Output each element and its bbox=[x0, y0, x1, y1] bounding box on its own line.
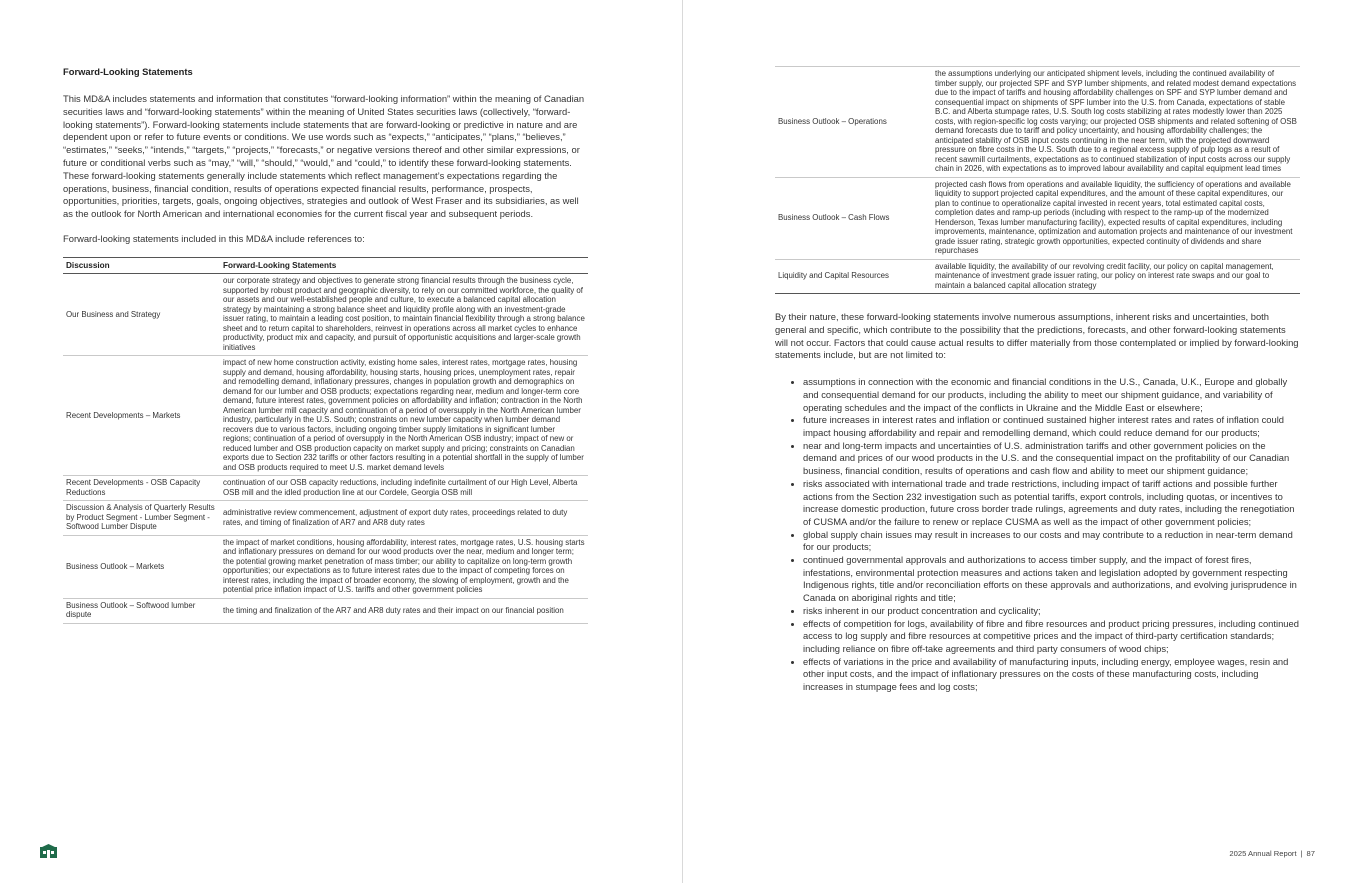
statements-cell: projected cash flows from operations and available liquidity, the sufficiency of operations and available liquidity to support projected capital expenditures, and the amount of these capital expenditures, our plan to continue to operationalize capital invested in recent years, total estimated capital costs, completion dates and ramp-up periods (including with respect to the ramp-up of the modernized Henderson, Texas lumber manufacturing facility), expected results of capital expenditures, including improvements, maintenance, optimization and automation projects and maintenance of our investment grade issuer rating, strategic growth opportunities, expected continuity of dividends and share repurchases bbox=[932, 177, 1300, 259]
list-item: • effects of variations in the price and availability of manufacturing inputs, including energy, employee wages, resin and other input costs, and the impact of inflationary pressures on the costs of these manufacturing costs, including increases in stumpage fees and log costs; bbox=[803, 656, 1300, 694]
footer-separator: | bbox=[1300, 849, 1303, 858]
discussion-cell: Our Business and Strategy bbox=[63, 274, 220, 356]
discussion-cell: Discussion & Analysis of Quarterly Results by Product Segment - Lumber Segment - Softwood Lumber Dispute bbox=[63, 501, 220, 536]
table-row bbox=[63, 598, 588, 623]
table-row bbox=[63, 274, 588, 356]
risks-intro-paragraph: By their nature, these forward-looking statements involve numerous assumptions, inherent risks and uncertainties, both general and specific, which contribute to the possibility that the predictions, forecasts, and other forward-looking statements will not occur. Factors that could cause actual results to differ materially from those contemplated or implied by forward-looking statements include, but are not limited to: bbox=[775, 311, 1299, 361]
discussion-cell: Business Outlook – Markets bbox=[63, 535, 220, 598]
table-row bbox=[63, 356, 588, 476]
list-item: • risks associated with international trade and trade restrictions, including impact of tariff actions and possible further actions from the Section 232 investigation such as potential tariffs, export controls, including quotas, or incentives to increase domestic production, future cross border trade rulings, agreements and duty rates, including the renegotiation of CUSMA and/or the failure to renew or replace CUSMA as well as the impact of other government policies; bbox=[803, 478, 1300, 529]
statements-cell: continuation of our OSB capacity reductions, including indefinite curtailment of our High Level, Alberta OSB mill and the idled production line at our Cordele, Georgia OSB mill bbox=[220, 476, 588, 501]
table-lead-paragraph: Forward-looking statements included in this MD&A include references to: bbox=[63, 232, 365, 244]
list-item: • effects of competition for logs, availability of fibre and fibre resources and product pricing pressures, including continued access to log supply and fibre resources at competitive prices and the impact of third-party certification standards; including reliance on fibre off-take agreements and third party consumers of wood chips; bbox=[803, 618, 1300, 656]
statements-cell: available liquidity, the availability of our revolving credit facility, our policy on capital management, maintenance of investment grade issuer rating, our policy on interest rate swaps and our goal to maintain a balanced capital allocation strategy bbox=[932, 259, 1300, 294]
discussion-cell: Recent Developments - OSB Capacity Reductions bbox=[63, 476, 220, 501]
discussion-cell: Business Outlook – Softwood lumber dispute bbox=[63, 598, 220, 623]
discussion-cell: Business Outlook – Operations bbox=[775, 67, 932, 178]
statements-cell: impact of new home construction activity, existing home sales, interest rates, mortgage rates, housing supply and demand, housing affordability, housing starts, housing prices, unemployment rates, repair and remodelling demand, inflationary pressures, changes in population growth and demographics on demand for our lumber and OSB products; expectations regarding near, medium and longer-term core demand, future interest rates, government policies on affordability and inflation; contraction in the North American lumber mill capacity and continuation of a period of oversupply in the North American lumber industry, particularly in the U.S. South; constraints on new lumber capacity when lumber demand recovers due to various factors, including ongoing timber supply limitations in significant lumber regions; continuation of a period of oversupply in the North American OSB industry; impact of new or reduced lumber and OSB production capacity on market supply and pricing; constraints on Canadian exports due to Section 232 tariffs or other factors resulting in a potential shortfall in the supply of lumber and OSB products required to meet U.S. market demand levels bbox=[220, 356, 588, 476]
right-page bbox=[683, 0, 1365, 883]
statements-cell: administrative review commencement, adjustment of export duty rates, proceedings related to duty rates, and timing of finalization of AR7 and AR8 duty rates bbox=[220, 501, 588, 536]
list-item: • near and long-term impacts and uncertainties of U.S. administration tariffs and other government policies on the demand and prices of our wood products in the U.S. and the consequential impact on the profitability of our Canadian business, financial condition, results of operations and cash flow and ability to meet our shipment guidance; bbox=[803, 440, 1300, 478]
logo-window-right bbox=[51, 851, 54, 854]
table-row bbox=[775, 259, 1300, 294]
table-row bbox=[775, 67, 1300, 178]
list-item: • future increases in interest rates and inflation or continued sustained higher interest rates and rates of inflation could impact housing affordability and repair and remodelling demand, which could reduce demand for our products; bbox=[803, 414, 1300, 439]
statements-cell: the assumptions underlying our anticipated shipment levels, including the continued availability of timber supply, our projected SPF and SYP lumber shipments, and related modest demand expectations due to the impact of tariffs and housing affordability challenges on SPF and SYP lumber demand and consequential impact on shipments of SPF lumber into the U.S. from Canada, expectations of stable B.C. and Alberta stumpage rates, U.S. South log costs stabilizing at rates modestly lower than 2025 costs, with region-specific log costs varying; our projected OSB shipments and related softening of OSB demand forecasts due to tariff and policy uncertainty, and housing affordability challenges; the anticipated stability of OSB input costs continuing in the near term, with the projected downward pressure on fibre costs in the U.S. South due to a regional excess supply of pulp logs as a result of recent sawmill curtailments, expectations as to continued stabilization of input costs across our supply chain in 2026, with expectations as to improved labour availability and capital equipment lead times bbox=[932, 67, 1300, 178]
list-item: • assumptions in connection with the economic and financial conditions in the U.S., Canada, U.K., Europe and globally and consequential demand for our products, including the ability to meet our shipment guidance, and variability of operating schedules and the impact of the conflicts in Ukraine and the Middle East or elsewhere; bbox=[803, 376, 1300, 414]
discussion-cell: Liquidity and Capital Resources bbox=[775, 259, 932, 294]
section-heading: Forward-Looking Statements bbox=[63, 66, 193, 77]
discussion-cell: Recent Developments – Markets bbox=[63, 356, 220, 476]
statements-cell: the timing and finalization of the AR7 and AR8 duty rates and their impact on our financial position bbox=[220, 598, 588, 623]
list-item: • risks inherent in our product concentration and cyclicality; bbox=[803, 605, 1300, 618]
logo-window-left bbox=[43, 851, 46, 854]
right-column bbox=[775, 66, 1300, 694]
report-title: 2025 Annual Report bbox=[1229, 849, 1297, 858]
table-row bbox=[63, 476, 588, 501]
discussion-cell: Business Outlook – Cash Flows bbox=[775, 177, 932, 259]
intro-paragraph: This MD&A includes statements and information that constitutes “forward-looking information” within the meaning of Canadian securities laws and “forward-looking statements” within the meaning of United States securities laws (collectively, “forward-looking statements”). Forward-looking statements include statements that are forward-looking or predictive in nature and are dependent upon or refer to future events or conditions. We use words such as “expects,” “anticipates,” “plans,” “believes,” “estimates,” “seeks,” “intends,” “targets,” “projects,” “forecasts,” or negative versions thereof and other similar expressions, or future or conditional verbs such as “may,” “will,” “should,” “would,” and “could,” to identify these forward-looking statements. These forward-looking statements generally include statements which reflect management’s expectations regarding the operations, business, financial condition, results of operations expected financial results, performance, prospects, opportunities, priorities, targets, goals, ongoing objectives, strategies and outlook of West Fraser and its subsidiaries, as well as the outlook for North American and international economies for the current fiscal year and subsequent periods. bbox=[63, 93, 585, 220]
page-footer bbox=[1229, 849, 1315, 858]
left-column bbox=[63, 66, 588, 624]
table-row bbox=[63, 501, 588, 536]
risk-factors-list bbox=[775, 376, 1300, 694]
logo-roof bbox=[40, 844, 57, 848]
list-item: • continued governmental approvals and authorizations to access timber supply, and the impact of forest fires, infestations, environmental protection measures and actions taken and legislation adopted by government respecting Indigenous rights, title and/or reconciliation efforts on these approvals and authorizations, and evolving jurisprudence in Canada on aboriginal rights and title; bbox=[803, 554, 1300, 605]
forward-looking-table-continued bbox=[775, 66, 1300, 294]
page-number: 87 bbox=[1306, 849, 1315, 858]
left-page bbox=[0, 0, 682, 883]
logo-door bbox=[47, 850, 50, 858]
list-item: • global supply chain issues may result in increases to our costs and may contribute to a reduction in near-term demand for our products; bbox=[803, 529, 1300, 554]
column-header-discussion: Discussion bbox=[63, 257, 220, 274]
column-header-statements: Forward-Looking Statements bbox=[220, 257, 588, 274]
table-header-row bbox=[63, 257, 588, 274]
west-fraser-logo-icon bbox=[40, 844, 57, 858]
table-row bbox=[63, 535, 588, 598]
statements-cell: our corporate strategy and objectives to generate strong financial results through the business cycle, supported by robust product and geographic diversity, to rely on our committed workforce, the quality of our assets and our well-established people and culture, to execute a balanced capital allocation strategy by maintaining a strong balance sheet and liquidity profile along with an investment-grade issuer rating, to maintain a leading cost position, to maintain financial flexibility through a strong balance sheet and to return capital to shareholders, reinvest in operations across all market cycles to enhance productivity, product mix and capacity, and pursuit of opportunistic acquisitions and larger-scale growth initiatives bbox=[220, 274, 588, 356]
statements-cell: the impact of market conditions, housing affordability, interest rates, mortgage rates, U.S. housing starts and inflationary pressures on demand for our wood products over the near, medium and longer term; the potential growing market penetration of mass timber; our ability to capitalize on long-term growth opportunities; our expectations as to future interest rates due to the impact of competing forces on interest rates, including the impact of broader economy, the slowing of employment, growth and the potential price inflation impact of U.S. tariffs and other government policies bbox=[220, 535, 588, 598]
table-row bbox=[775, 177, 1300, 259]
forward-looking-table bbox=[63, 257, 588, 624]
